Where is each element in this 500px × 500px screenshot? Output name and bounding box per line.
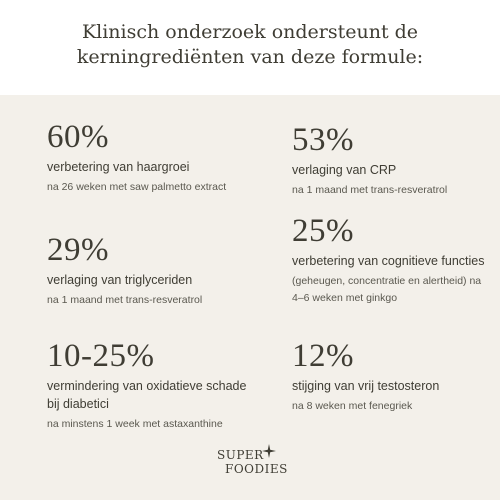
stat-label: verbetering van haargroei: [47, 160, 190, 174]
stat-note: (geheugen, concentratie en alertheid) na 4–6 weken met ginkgo: [292, 275, 482, 304]
stat-note: na 1 maand met trans-resveratrol: [292, 184, 448, 196]
page-title-line-2: kerningrediënten van deze formule:: [76, 46, 424, 68]
stat-label: verlaging van CRP: [292, 163, 397, 177]
sparkle-icon: [262, 444, 276, 458]
stat-crp: [292, 123, 492, 199]
stat-value: 60%: [47, 119, 109, 155]
stat-label: verlaging van triglyceriden: [47, 273, 193, 287]
stat-label: vermindering van oxidatieve schade bij diabetici: [47, 379, 247, 411]
logo-text-line-1: SUPER: [217, 448, 264, 462]
stat-note: na 1 maand met trans-resveratrol: [47, 294, 203, 306]
stat-label: verbetering van cognitieve functies: [292, 254, 485, 268]
stat-note: na 26 weken met saw palmetto extract: [47, 181, 227, 193]
stat-oxidative-damage: [47, 339, 247, 433]
stat-value: 12%: [292, 338, 354, 374]
stat-note: na 8 weken met fenegriek: [292, 400, 413, 412]
stat-cognitive: [292, 214, 492, 307]
header: [0, 0, 500, 95]
page-title-line-1: Klinisch onderzoek ondersteunt de: [81, 21, 419, 43]
stat-value: 53%: [292, 122, 354, 158]
stat-note: na minstens 1 week met astaxanthine: [47, 418, 223, 430]
stat-triglycerides: [47, 233, 247, 309]
brand-logo: [200, 444, 300, 484]
stat-testosterone: [292, 339, 492, 415]
stat-hair-growth: [47, 120, 247, 196]
page-title: [0, 20, 500, 70]
stat-value: 10-25%: [47, 338, 155, 374]
logo-text-line-2: FOODIES: [225, 462, 288, 476]
stat-value: 29%: [47, 232, 109, 268]
stat-value: 25%: [292, 213, 354, 249]
stat-label: stijging van vrij testosteron: [292, 379, 440, 393]
